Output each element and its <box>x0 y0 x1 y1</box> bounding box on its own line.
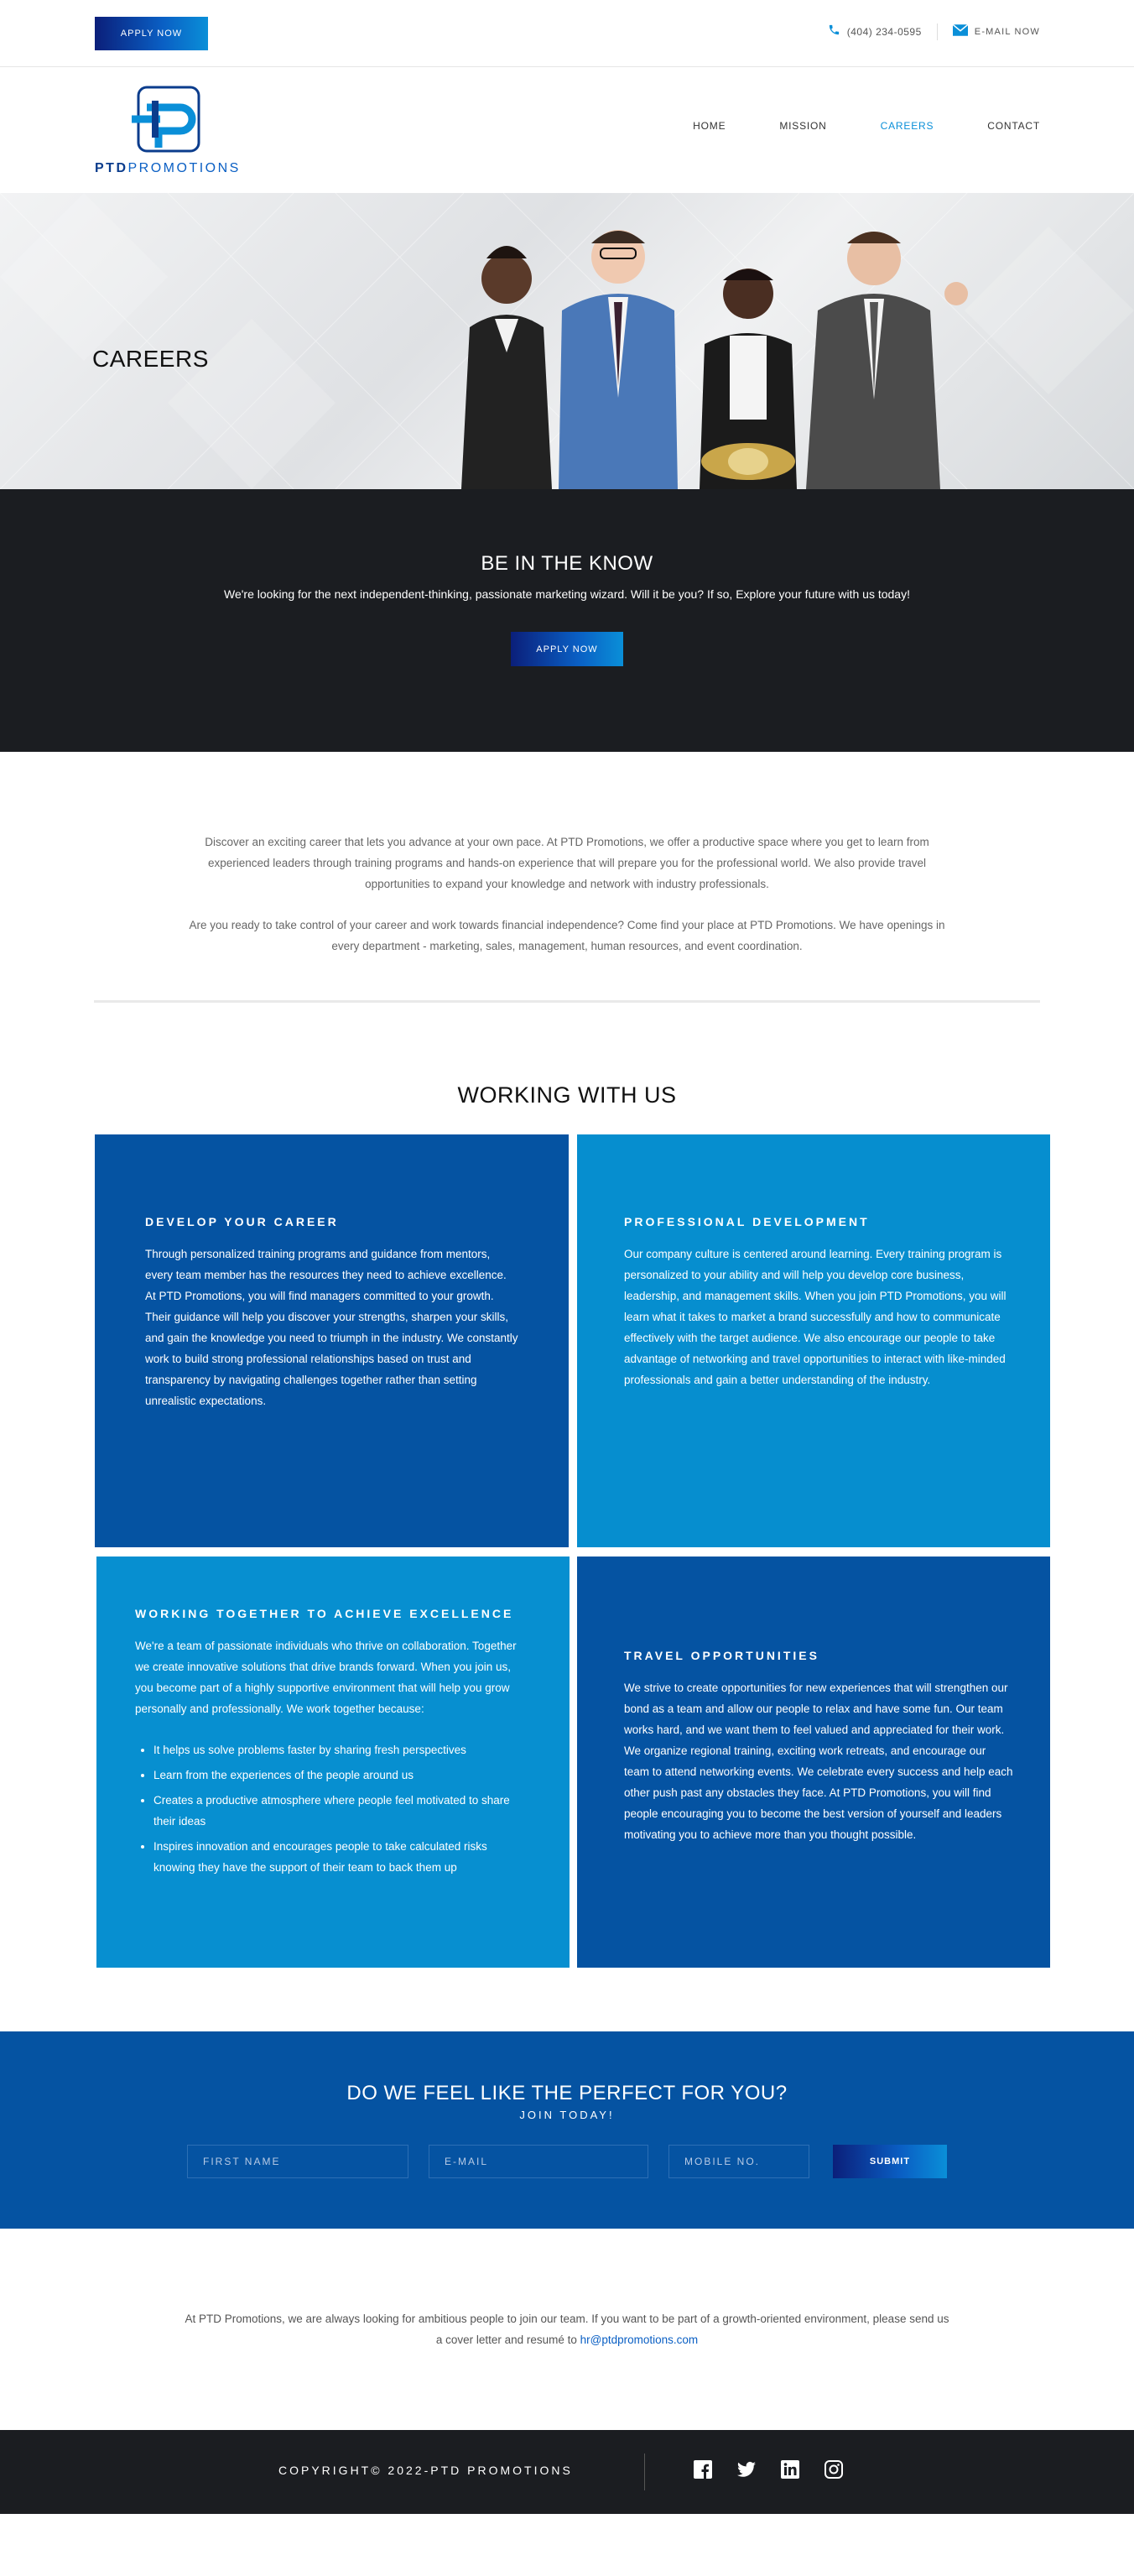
divider <box>644 2453 645 2490</box>
card-title: WORKING TOGETHER TO ACHIEVE EXCELLENCE <box>135 1607 514 1620</box>
working-with-us-title: WORKING WITH US <box>457 1082 677 1108</box>
nav-item-contact[interactable]: CONTACT <box>987 120 1040 132</box>
apply-now-button[interactable]: APPLY NOW <box>95 17 208 50</box>
logo-brand-bold: PTD <box>95 161 128 175</box>
form-title: DO WE FEEL LIKE THE PERFECT FOR YOU? <box>346 2082 788 2104</box>
card-title: DEVELOP YOUR CAREER <box>145 1215 339 1228</box>
instagram-icon[interactable] <box>824 2459 845 2481</box>
page-title: CAREERS <box>92 346 209 372</box>
mail-icon <box>953 24 968 40</box>
intro-paragraph: Discover an exciting career that lets you advance at your own pace. At PTD Promotions, we offer a productive space where you get to learn from experienced leaders through training programs and hands-on experience that will prepare you for the professional world. We also provide travel opportunities to expand your knowledge and network with industry professionals. <box>205 836 929 890</box>
footer <box>0 2430 1134 2514</box>
facebook-icon[interactable] <box>693 2459 715 2481</box>
nav-item-mission[interactable]: MISSION <box>779 120 827 132</box>
logo-brand-rest: PROMOTIONS <box>127 161 241 175</box>
nav-item-home[interactable]: HOME <box>693 120 726 132</box>
be-in-the-know-section <box>0 489 1134 752</box>
card-professional-development <box>577 1134 1050 1547</box>
section-text: We're looking for the next independent-thinking, passionate marketing wizard. Will it be you? If so, Explore your future with us today! <box>224 587 910 601</box>
card-text: Through personalized training programs and guidance from mentors, every team member has the resources they need to achieve excellence. At PTD Promotions, you will find managers committed to your growth. Their guidance will help you discover your strengths, sharpen your skills, and gain the knowledge you need to triumph in the industry. We constantly work to build strong professional relationships based on trust and transparency by navigating challenges together rather than setting unrealistic expectations. <box>145 1248 518 1407</box>
card-working-together <box>96 1557 570 1968</box>
team-member-4 <box>806 232 968 489</box>
logo[interactable] <box>95 84 242 180</box>
email-field[interactable] <box>429 2145 648 2178</box>
hr-email-link[interactable]: hr@ptdpromotions.com <box>580 2334 699 2346</box>
main-nav <box>639 120 1040 132</box>
list-item: • It helps us solve problems faster by sharing fresh perspectives <box>153 1739 529 1760</box>
bullet-list <box>135 1739 529 1878</box>
contact-text: At PTD Promotions, we are always looking for ambitious people to join our team. If you want to be part of a growth-oriented environment, please send us a cover letter and resumé to <box>185 2313 949 2346</box>
intro-section <box>0 752 1134 1003</box>
phone-link[interactable]: (404) 234-0595 <box>846 26 922 38</box>
card-title: PROFESSIONAL DEVELOPMENT <box>624 1215 870 1228</box>
form-subtitle: JOIN TODAY! <box>519 2109 615 2121</box>
submit-button[interactable]: SUBMIT <box>833 2145 947 2178</box>
apply-now-button[interactable]: APPLY NOW <box>511 632 623 666</box>
card-text: We're a team of passionate individuals who thrive on collaboration. Together we create innovative solutions that drive brands forward. When you join us, you become part of a highly supportive environment that will help you grow personally and professionally. We work together because: <box>135 1640 517 1715</box>
logo-mark-icon <box>130 84 205 158</box>
team-member-3 <box>700 269 797 489</box>
intro-paragraph: Are you ready to take control of your career and work towards financial independence? Come find your place at PTD Promotions. We have openings in every department - marketing, sales, management, human resources, and event coordination. <box>189 919 945 952</box>
contact-paragraph <box>181 2308 953 2350</box>
first-name-field[interactable] <box>187 2145 408 2178</box>
team-member-2 <box>559 230 678 489</box>
nav-item-careers[interactable]: CAREERS <box>880 120 934 132</box>
copyright: COPYRIGHT© 2022-PTD PROMOTIONS <box>278 2464 573 2477</box>
hero-banner <box>0 193 1134 489</box>
top-bar <box>0 0 1134 67</box>
phone-icon <box>828 23 840 40</box>
contact-info <box>828 23 1040 40</box>
list-item: • Learn from the experiences of the people around us <box>153 1765 529 1786</box>
list-item: • Creates a productive atmosphere where people feel motivated to share their ideas <box>153 1790 529 1832</box>
email-now-link[interactable]: E-MAIL NOW <box>974 27 1040 37</box>
card-text: Our company culture is centered around learning. Every training program is personalized to your ability and will help you develop core business, leadership, and management skills. When you join PTD Promotions, you will learn what it takes to market a brand successfully and how to communicate effectively with the target audience. We also encourage our people to take advantage of networking and travel opportunities to interact with like-minded professionals and gain a better understanding of the industry. <box>624 1248 1007 1386</box>
contact-section <box>0 2229 1134 2430</box>
join-form <box>0 2145 1134 2178</box>
card-text: We strive to create opportunities for new experiences that will strengthen our bond as a team and allow our people to relax and have some fun. Our team works hard, and we want them to feel valued and appreciated for their work. We organize regional training, exciting work retreats, and encourage our team to attend networking events. We celebrate every success and help each other push past any obstacles they face. At PTD Promotions, you will find people encouraging you to become the best version of yourself and leaders motivating you to achieve more than you thought possible. <box>624 1682 1013 1841</box>
mobile-field[interactable] <box>668 2145 809 2178</box>
social-links <box>693 2459 845 2481</box>
twitter-icon[interactable] <box>736 2459 758 2481</box>
linkedin-icon[interactable] <box>780 2459 802 2481</box>
team-photo <box>436 210 1040 489</box>
card-develop-career <box>95 1134 569 1547</box>
join-form-section <box>0 2031 1134 2229</box>
working-with-us-grid <box>0 1108 1134 1973</box>
card-title: TRAVEL OPPORTUNITIES <box>624 1649 819 1662</box>
main-header <box>0 67 1134 193</box>
divider <box>94 1000 1040 1003</box>
logo-text <box>95 161 241 176</box>
divider <box>937 23 938 40</box>
card-travel-opportunities <box>577 1557 1050 1968</box>
section-title: BE IN THE KNOW <box>481 552 653 575</box>
team-member-1 <box>461 246 552 489</box>
list-item: • Inspires innovation and encourages people to take calculated risks knowing they have the support of their team to back them up <box>153 1836 529 1878</box>
